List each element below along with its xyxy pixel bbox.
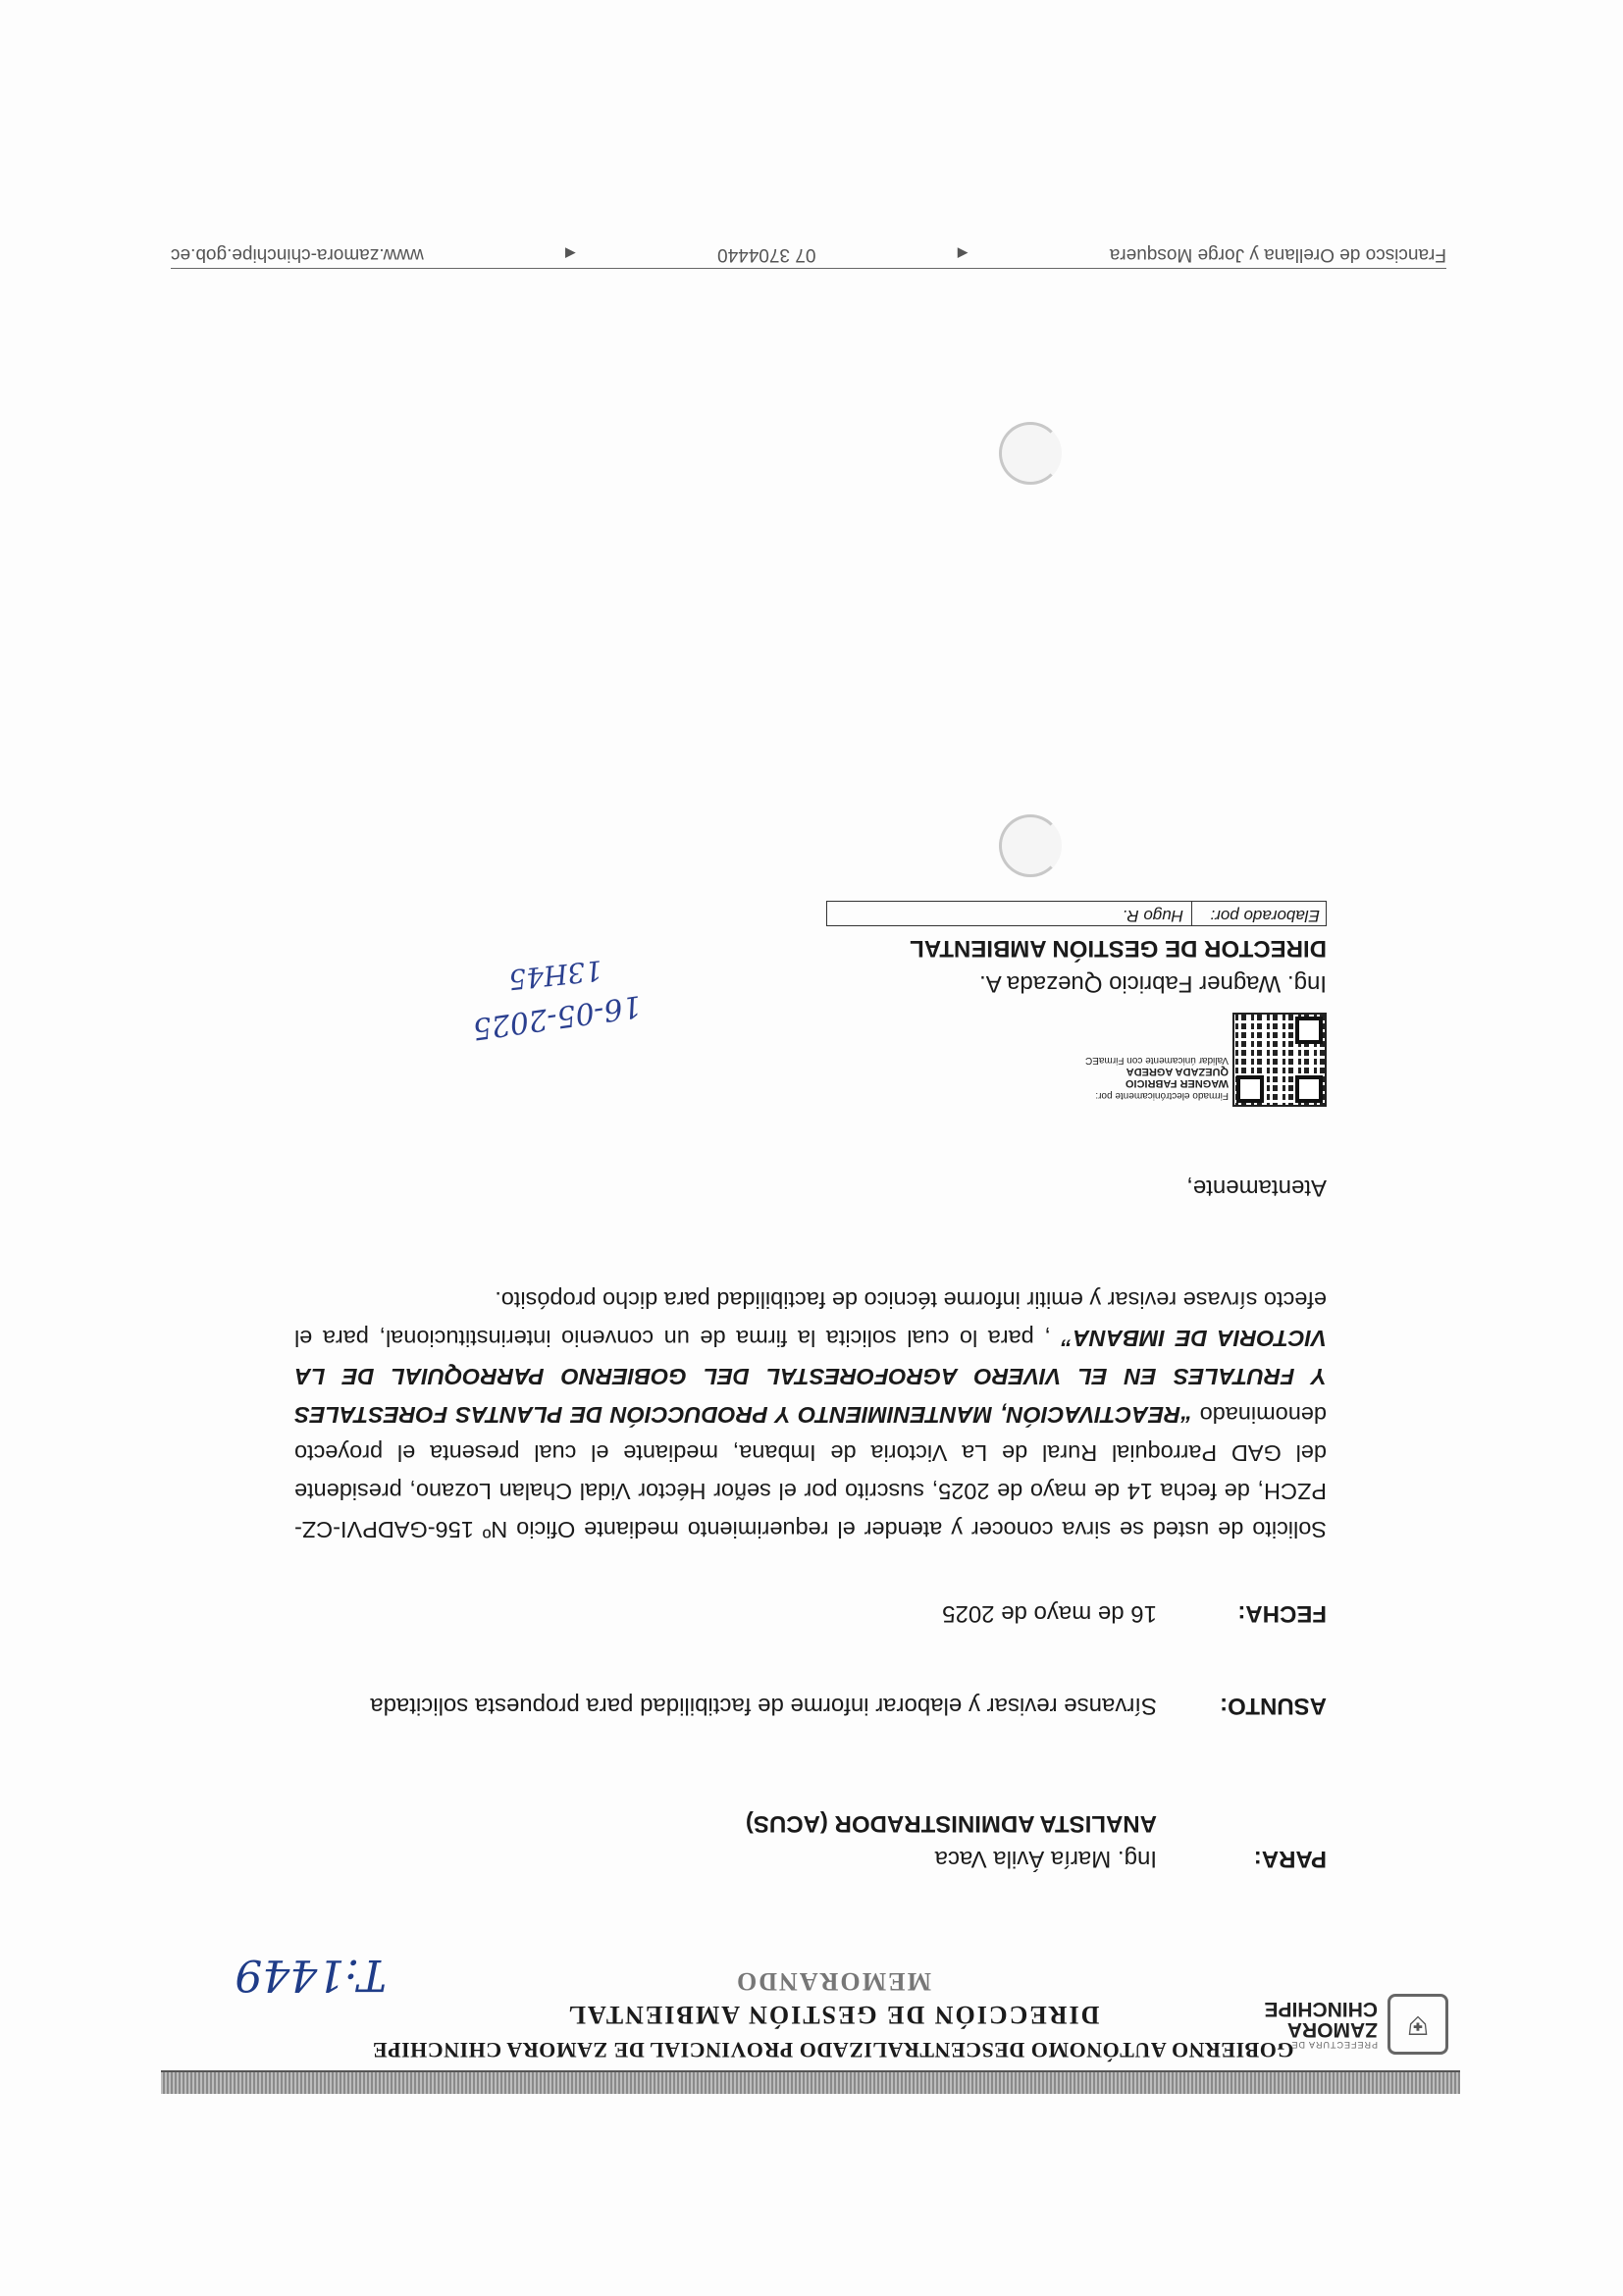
arrow-icon: ◀ [957,246,969,263]
footer [171,243,1446,265]
logo-line-2: CHINCHIPE [1264,1998,1378,2021]
handwritten-ticket-number: T:1449 [235,1950,387,2000]
punch-hole-bottom [999,422,1062,485]
signature-validation: Validar únicamente con FirmaEC [1085,1055,1229,1066]
fecha-label: FECHA: [1237,1600,1327,1627]
punch-hole-top [999,814,1062,877]
project-name: “REACTIVACIÓN, MANTENIMIENTO Y PRODUCCIÓN DE PLANTAS FORESTALES Y FRUTALES EN EL VIVERO AGROFORESTAL DEL GOBIERNO PARROQUIAL DE LA VICTORIA DE IMBANA” [294,1326,1327,1428]
document-type: MEMORANDO [735,1967,931,1996]
prepared-by-box [826,901,1327,926]
handwritten-date: 16-05-2025 [470,988,644,1046]
digital-signature-stamp [1085,1054,1229,1101]
recipient-role: ANALISTA ADMINISTRADOR (ACUS) [745,1810,1157,1837]
memo-body [294,1280,1327,1548]
organization-title: GOBIERNO AUTÓNOMO DESCENTRALIZADO PROVINCIAL DE ZAMORA CHINCHIPE [372,2038,1294,2062]
arrow-icon: ◀ [564,246,576,263]
logo-line-1: ZAMORA [1286,2018,1378,2042]
handwritten-time: 13H45 [506,954,604,996]
signer-role: DIRECTOR DE GESTIÓN AMBIENTAL [910,935,1327,962]
para-label: PARA: [1253,1846,1327,1872]
logo-small-text: PREFECTURA DE [1290,2040,1378,2051]
footer-divider [171,268,1446,269]
signature-name-line-2: QUEZADA AGREDA [1126,1066,1229,1077]
qr-code-icon [1232,1013,1327,1107]
signature-name-line-1: WAGNER FABRICIO [1125,1077,1229,1089]
department-title: DIRECCIÓN DE GESTIÓN AMBIENTAL [566,2001,1100,2029]
closing: Atentamente, [1186,1174,1327,1201]
prepared-by-label: Elaborado por: [1191,902,1326,925]
header-bar [161,2070,1460,2094]
recipient-name: Ing. María Ávila Vaca [934,1846,1157,1872]
footer-website: www.zamora-chinchipe.gob.ec [171,244,424,265]
signer-name: Ing. Wagner Fabricio Quezada A. [979,970,1327,997]
body-text-end: , para lo cual solicita la firma de un convenio interinstitucional, para el efecto sírvase revisar y emitir informe técnico de factibilidad para dicho propósito. [294,1287,1327,1351]
asunto-label: ASUNTO: [1220,1693,1327,1719]
signature-note: Firmado electrónicamente por: [1095,1090,1229,1101]
date-text: 16 de mayo de 2025 [942,1600,1157,1627]
crest-icon: ⛨ [1387,1994,1448,2055]
footer-address: Francisco de Orellana y Jorge Mosquera [1109,244,1446,265]
body-text-start: Solicito de usted se sirva conocer y atender el requerimiento mediante Oficio Nº 156-GADPVI-CZ-PZCH, de fecha 14 de mayo de 2025, suscrito por el señor Héctor Vidal Chalan Lozano, presidente del GAD Parroquial Rural de La Victoria de Imbana, mediante el cual presenta el proyecto denominado [294,1402,1327,1542]
subject-text: Sírvanse revisar y elaborar informe de factibilidad para propuesta solicitada [370,1693,1157,1719]
footer-phone: 07 3704440 [717,244,816,265]
prepared-by-value: Hugo R. [1122,907,1183,925]
